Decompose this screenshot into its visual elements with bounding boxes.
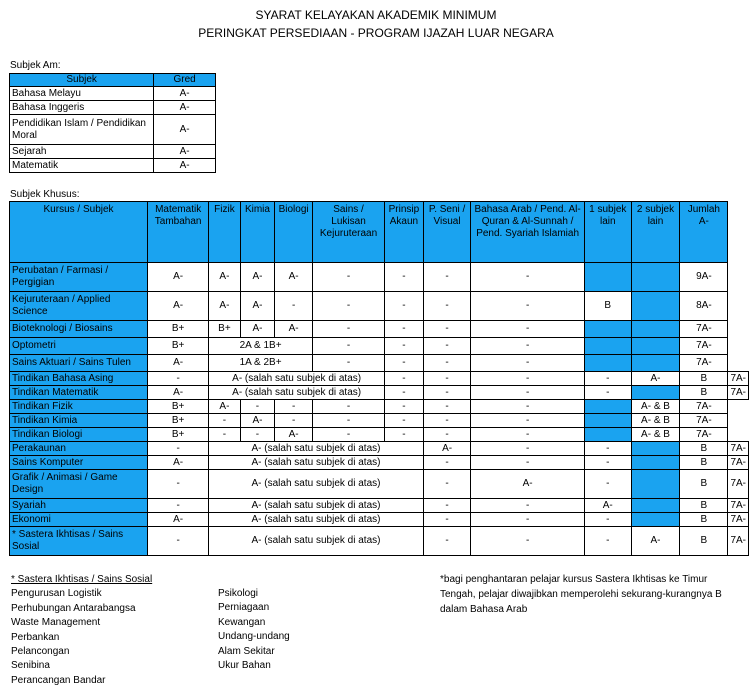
- grade-cell: A-: [471, 470, 585, 499]
- footnote-col2: [218, 587, 290, 673]
- grade-cell: -: [584, 470, 631, 499]
- grade-cell: 7A-: [728, 372, 749, 386]
- subjek-cell: Sejarah: [10, 145, 154, 159]
- grade-cell: A-: [148, 456, 209, 470]
- grade-cell: B: [680, 456, 728, 470]
- grade-cell: -: [471, 386, 585, 400]
- list-item: Kewangan: [218, 616, 266, 628]
- grade-cell: -: [423, 321, 471, 338]
- list-item: Pelancongan: [11, 646, 70, 658]
- header-kursus: Kursus / Subjek: [10, 202, 148, 263]
- gred-cell: A-: [154, 115, 216, 145]
- grade-cell: -: [275, 292, 313, 321]
- header-jumlah: Jumlah A-: [680, 202, 728, 263]
- document-title-line2: PERINGKAT PERSEDIAAN - PROGRAM IJAZAH LUAR NEGARA: [198, 26, 554, 40]
- document-title-line1: SYARAT KELAYAKAN AKADEMIK MINIMUM: [255, 8, 497, 22]
- grade-cell: -: [385, 372, 424, 386]
- course-cell: Tindikan Matematik: [10, 386, 148, 400]
- grade-cell: -: [385, 338, 424, 355]
- grade-cell: -: [471, 263, 585, 292]
- table-row: [10, 414, 749, 428]
- grade-cell: [584, 414, 631, 428]
- grade-cell: A- (salah satu subjek di atas): [209, 442, 424, 456]
- header-seni-visual: P. Seni / Visual: [423, 202, 471, 263]
- grade-cell: A-: [148, 263, 209, 292]
- grade-cell: -: [385, 428, 424, 442]
- list-item: Waste Management: [11, 617, 101, 629]
- grade-cell: B+: [148, 321, 209, 338]
- subjek-am-table: [9, 73, 216, 173]
- grade-cell: 7A-: [680, 400, 728, 414]
- header-bahasa-arab: Bahasa Arab / Pend. Al-Quran & Al-Sunnah / Pend. Syariah Islamiah: [471, 202, 585, 263]
- grade-cell: A-: [275, 321, 313, 338]
- grade-cell: -: [423, 400, 471, 414]
- grade-cell: -: [584, 527, 631, 556]
- grade-cell: A- (salah satu subjek di atas): [209, 499, 424, 513]
- grade-cell: A-: [148, 355, 209, 372]
- grade-cell: A- (salah satu subjek di atas): [209, 456, 424, 470]
- grade-cell: A- (salah satu subjek di atas): [209, 470, 424, 499]
- grade-cell: -: [423, 499, 471, 513]
- grade-cell: -: [471, 292, 585, 321]
- table-row: [10, 386, 749, 400]
- gred-cell: A-: [154, 101, 216, 115]
- course-cell: Kejuruteraan / Applied Science: [10, 292, 148, 321]
- list-item: Psikologi: [218, 588, 259, 599]
- footnote-col1: [11, 573, 152, 688]
- grade-cell: -: [584, 386, 631, 400]
- footnote-note: *bagi penghantaran pelajar kursus Sastera Ikhtisas ke Timur Tengah, pelajar diwajibkan memperolehi sekurang-kurangnya B dalam Bahasa Arab: [440, 574, 722, 615]
- grade-cell: [631, 470, 680, 499]
- grade-cell: B+: [148, 428, 209, 442]
- grade-cell: [631, 513, 680, 527]
- grade-cell: 7A-: [680, 414, 728, 428]
- course-cell: Sains Komputer: [10, 456, 148, 470]
- grade-cell: A-: [631, 372, 680, 386]
- grade-cell: A- (salah satu subjek di atas): [209, 386, 385, 400]
- grade-cell: -: [423, 338, 471, 355]
- grade-cell: B: [680, 499, 728, 513]
- grade-cell: [631, 292, 680, 321]
- grade-cell: A-: [148, 292, 209, 321]
- grade-cell: B: [680, 527, 728, 556]
- grade-cell: 7A-: [680, 355, 728, 372]
- grade-cell: B+: [148, 338, 209, 355]
- grade-cell: 7A-: [728, 527, 749, 556]
- grade-cell: -: [209, 414, 240, 428]
- grade-cell: -: [148, 499, 209, 513]
- grade-cell: A-: [148, 513, 209, 527]
- grade-cell: A-: [240, 321, 275, 338]
- grade-cell: A-: [240, 263, 275, 292]
- course-cell: Syariah: [10, 499, 148, 513]
- grade-cell: A- & B: [631, 414, 680, 428]
- header-kimia: Kimia: [240, 202, 275, 263]
- grade-cell: -: [423, 456, 471, 470]
- grade-cell: A-: [209, 263, 240, 292]
- grade-cell: B: [680, 513, 728, 527]
- table-row: [10, 159, 216, 173]
- grade-cell: [631, 442, 680, 456]
- grade-cell: -: [471, 499, 585, 513]
- grade-cell: -: [423, 355, 471, 372]
- grade-cell: -: [584, 372, 631, 386]
- grade-cell: -: [423, 527, 471, 556]
- subjek-cell: Matematik: [10, 159, 154, 173]
- grade-cell: 7A-: [728, 470, 749, 499]
- grade-cell: -: [240, 400, 275, 414]
- subjek-cell: Bahasa Melayu: [10, 87, 154, 101]
- grade-cell: B: [680, 442, 728, 456]
- grade-cell: B+: [148, 414, 209, 428]
- table-row: [10, 428, 749, 442]
- grade-cell: -: [385, 414, 424, 428]
- grade-cell: A- & B: [631, 428, 680, 442]
- grade-cell: -: [471, 442, 585, 456]
- grade-cell: 7A-: [728, 456, 749, 470]
- grade-cell: [631, 338, 680, 355]
- header-fizik: Fizik: [209, 202, 240, 263]
- grade-cell: [631, 321, 680, 338]
- grade-cell: -: [423, 372, 471, 386]
- grade-cell: -: [423, 292, 471, 321]
- subjek-khusus-label: Subjek Khusus:: [10, 189, 80, 200]
- grade-cell: [584, 321, 631, 338]
- table-row: [10, 513, 749, 527]
- grade-cell: -: [148, 470, 209, 499]
- grade-cell: -: [312, 428, 384, 442]
- grade-cell: -: [471, 428, 585, 442]
- grade-cell: 7A-: [680, 338, 728, 355]
- subjek-khusus-table: [9, 201, 749, 556]
- grade-cell: -: [423, 386, 471, 400]
- grade-cell: [631, 386, 680, 400]
- grade-cell: 1A & 2B+: [209, 355, 313, 372]
- gred-cell: A-: [154, 145, 216, 159]
- grade-cell: 7A-: [680, 428, 728, 442]
- grade-cell: [584, 263, 631, 292]
- table-header-row: [10, 202, 749, 263]
- header-2-subjek-lain: 2 subjek lain: [631, 202, 680, 263]
- footnote-heading: * Sastera Ikhtisas / Sains Sosial: [11, 574, 153, 585]
- table-row: [10, 115, 216, 145]
- list-item: Ukur Bahan: [218, 660, 271, 672]
- grade-cell: -: [209, 428, 240, 442]
- grade-cell: A-: [584, 499, 631, 513]
- grade-cell: -: [148, 442, 209, 456]
- grade-cell: -: [423, 470, 471, 499]
- table-row: [10, 470, 749, 499]
- gred-cell: A-: [154, 87, 216, 101]
- course-cell: Tindikan Bahasa Asing: [10, 372, 148, 386]
- list-item: Perniagaan: [218, 602, 270, 614]
- table-row: [10, 527, 749, 556]
- grade-cell: [584, 400, 631, 414]
- course-cell: Optometri: [10, 338, 148, 355]
- grade-cell: [631, 499, 680, 513]
- grade-cell: -: [312, 400, 384, 414]
- table-row: [10, 145, 216, 159]
- grade-cell: -: [148, 372, 209, 386]
- table-row: [10, 321, 749, 338]
- grade-cell: -: [471, 321, 585, 338]
- grade-cell: 7A-: [728, 513, 749, 527]
- grade-cell: 7A-: [680, 321, 728, 338]
- course-cell: Perubatan / Farmasi / Pergigian: [10, 263, 148, 292]
- grade-cell: A-: [240, 292, 275, 321]
- table-row: [10, 456, 749, 470]
- course-cell: Tindikan Fizik: [10, 400, 148, 414]
- grade-cell: -: [584, 513, 631, 527]
- grade-cell: A- & B: [631, 400, 680, 414]
- grade-cell: [584, 428, 631, 442]
- course-cell: Tindikan Kimia: [10, 414, 148, 428]
- grade-cell: B+: [148, 400, 209, 414]
- grade-cell: -: [584, 456, 631, 470]
- grade-cell: A-: [240, 414, 275, 428]
- grade-cell: -: [385, 321, 424, 338]
- header-subjek: Subjek: [10, 74, 154, 87]
- grade-cell: 7A-: [728, 442, 749, 456]
- grade-cell: -: [312, 321, 384, 338]
- grade-cell: B: [584, 292, 631, 321]
- grade-cell: -: [312, 292, 384, 321]
- grade-cell: -: [385, 292, 424, 321]
- table-row: [10, 372, 749, 386]
- grade-cell: -: [471, 414, 585, 428]
- grade-cell: -: [148, 527, 209, 556]
- course-cell: Perakaunan: [10, 442, 148, 456]
- table-row: [10, 338, 749, 355]
- grade-cell: 2A & 1B+: [209, 338, 313, 355]
- course-cell: * Sastera Ikhtisas / Sains Sosial: [10, 527, 148, 556]
- grade-cell: A-: [209, 400, 240, 414]
- course-cell: Tindikan Biologi: [10, 428, 148, 442]
- grade-cell: A-: [209, 292, 240, 321]
- grade-cell: A-: [148, 386, 209, 400]
- grade-cell: -: [275, 414, 313, 428]
- table-row: [10, 101, 216, 115]
- table-row: [10, 499, 749, 513]
- grade-cell: -: [471, 400, 585, 414]
- grade-cell: -: [312, 414, 384, 428]
- table-row: [10, 355, 749, 372]
- list-item: Pengurusan Logistik: [11, 588, 102, 600]
- list-item: Perhubungan Antarabangsa: [11, 602, 136, 614]
- grade-cell: -: [240, 428, 275, 442]
- course-cell: Grafik / Animasi / Game Design: [10, 470, 148, 499]
- grade-cell: -: [471, 527, 585, 556]
- header-biologi: Biologi: [275, 202, 313, 263]
- grade-cell: [631, 355, 680, 372]
- subjek-cell: Bahasa Inggeris: [10, 101, 154, 115]
- grade-cell: -: [312, 338, 384, 355]
- header-1-subjek-lain: 1 subjek lain: [584, 202, 631, 263]
- course-cell: Ekonomi: [10, 513, 148, 527]
- list-item: Alam Sekitar: [218, 645, 275, 657]
- grade-cell: 9A-: [680, 263, 728, 292]
- grade-cell: -: [423, 513, 471, 527]
- list-item: Undang-undang: [218, 631, 290, 643]
- grade-cell: B+: [209, 321, 240, 338]
- course-cell: Sains Aktuari / Sains Tulen: [10, 355, 148, 372]
- grade-cell: A-: [275, 428, 313, 442]
- course-cell: Bioteknologi / Biosains: [10, 321, 148, 338]
- header-prinsip-akaun: Prinsip Akaun: [385, 202, 424, 263]
- grade-cell: -: [275, 400, 313, 414]
- grade-cell: 8A-: [680, 292, 728, 321]
- header-matematik-tambahan: Matematik Tambahan: [148, 202, 209, 263]
- list-item: Senibina: [11, 660, 50, 672]
- grade-cell: -: [385, 400, 424, 414]
- grade-cell: -: [385, 355, 424, 372]
- grade-cell: -: [471, 338, 585, 355]
- grade-cell: A- (salah satu subjek di atas): [209, 513, 424, 527]
- grade-cell: B: [680, 470, 728, 499]
- grade-cell: -: [312, 263, 384, 292]
- grade-cell: B: [680, 372, 728, 386]
- grade-cell: -: [471, 355, 585, 372]
- gred-cell: A-: [154, 159, 216, 173]
- grade-cell: -: [385, 263, 424, 292]
- header-sains-lukisan: Sains / Lukisan Kejuruteraan: [312, 202, 384, 263]
- grade-cell: [631, 456, 680, 470]
- grade-cell: [631, 263, 680, 292]
- grade-cell: [584, 338, 631, 355]
- grade-cell: A- (salah satu subjek di atas): [209, 527, 424, 556]
- subjek-am-label: Subjek Am:: [10, 60, 61, 71]
- table-row: [10, 442, 749, 456]
- grade-cell: -: [312, 355, 384, 372]
- subjek-cell: Pendidikan Islam / Pendidikan Moral: [10, 115, 154, 145]
- grade-cell: -: [471, 372, 585, 386]
- grade-cell: A- (salah satu subjek di atas): [209, 372, 385, 386]
- grade-cell: A-: [275, 263, 313, 292]
- header-gred: Gred: [154, 74, 216, 87]
- grade-cell: 7A-: [728, 386, 749, 400]
- grade-cell: -: [423, 263, 471, 292]
- grade-cell: -: [584, 442, 631, 456]
- grade-cell: -: [423, 414, 471, 428]
- grade-cell: [584, 355, 631, 372]
- table-row: [10, 87, 216, 101]
- grade-cell: A-: [631, 527, 680, 556]
- table-row: [10, 292, 749, 321]
- grade-cell: A-: [423, 442, 471, 456]
- list-item: Perancangan Bandar: [11, 674, 106, 686]
- grade-cell: 7A-: [728, 499, 749, 513]
- table-row: [10, 263, 749, 292]
- grade-cell: -: [423, 428, 471, 442]
- grade-cell: B: [680, 386, 728, 400]
- table-row: [10, 400, 749, 414]
- list-item: Perbankan: [11, 631, 60, 643]
- grade-cell: -: [471, 456, 585, 470]
- grade-cell: -: [385, 386, 424, 400]
- grade-cell: -: [471, 513, 585, 527]
